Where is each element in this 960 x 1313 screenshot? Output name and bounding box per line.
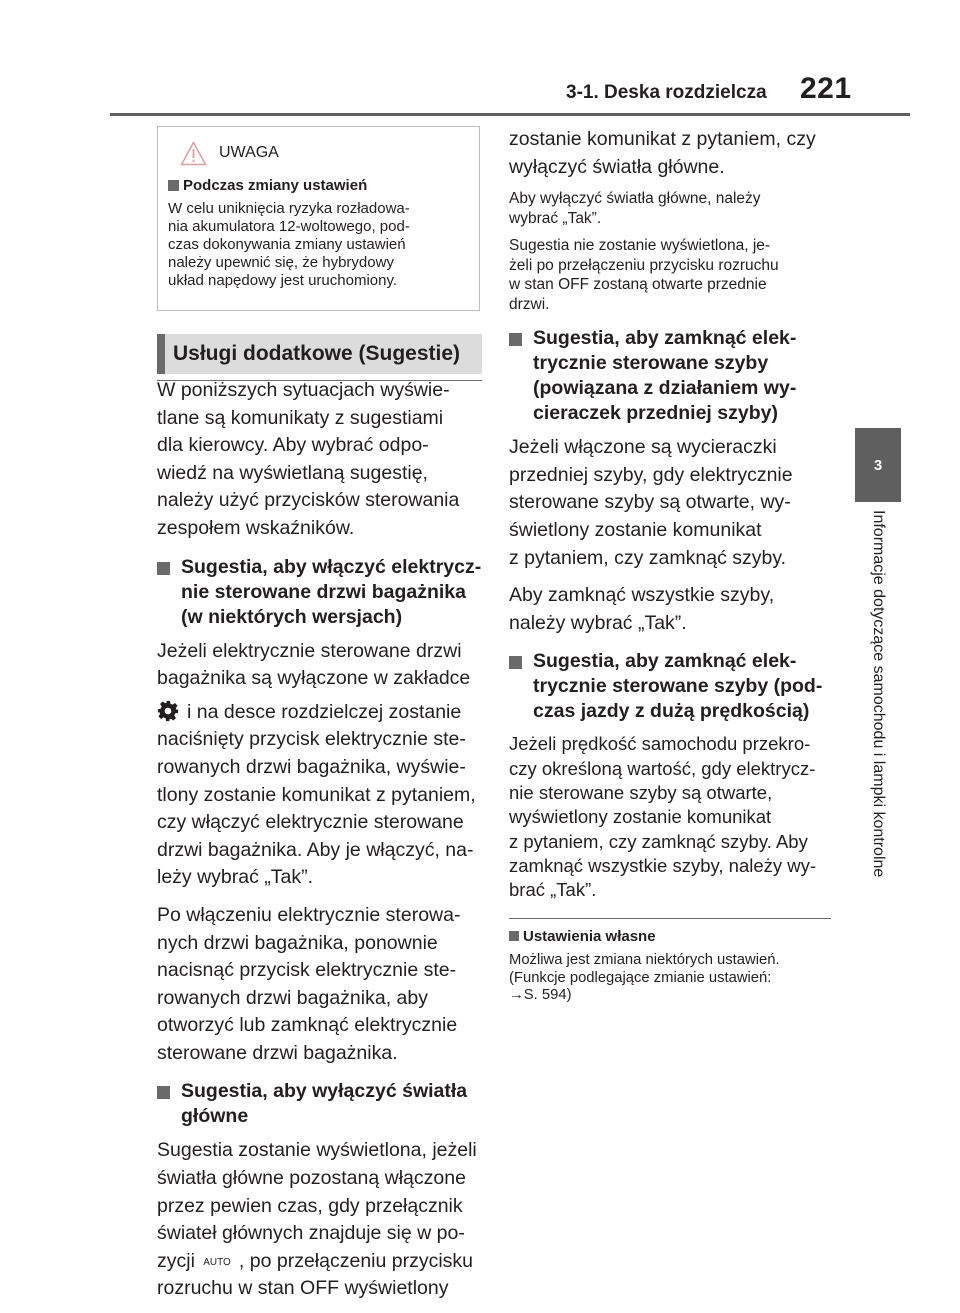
text-line: Ustawienia własne <box>523 928 656 946</box>
warning-body <box>168 200 469 290</box>
text-line: Sugestia, aby zamknąć elek- <box>533 327 797 350</box>
warning-triangle-icon <box>180 141 207 166</box>
suggestion-windows-wipers-heading <box>509 326 831 426</box>
text-line: Jeżeli prędkość samochodu przekro- <box>509 733 811 755</box>
warning-header <box>180 135 469 171</box>
text-line: brać „Tak”. <box>509 879 597 901</box>
text-line: Sugestia, aby włączyć elektrycz- <box>181 555 482 578</box>
text-line: należy użyć przycisków sterowania <box>157 489 460 512</box>
wipers-paragraph-1 <box>509 434 831 572</box>
text-line: Sugestia, aby zamknąć elek- <box>533 650 797 673</box>
text-line: (w niektórych wersjach) <box>181 605 403 628</box>
text-line: zespołem wskaźników. <box>157 516 355 539</box>
text-line: rozruchu w stan OFF wyświetlony <box>157 1277 449 1300</box>
text-line: W poniższych sytuacjach wyświe- <box>157 379 450 401</box>
text-line: nacisnąć przycisk elektrycznie ste- <box>157 959 457 982</box>
chapter-tab: 3 <box>855 428 901 502</box>
bullet-square-icon <box>509 656 522 669</box>
text-line: Jeżeli elektrycznie sterowane drzwi <box>157 639 462 662</box>
chapter-title-vertical: Informacje dotyczące samochodu i lampki kontrolne <box>870 510 887 878</box>
text-line: sterowane drzwi bagażnika. <box>157 1041 398 1064</box>
header-rule <box>110 113 910 116</box>
text-line: Aby zamknąć wszystkie szyby, <box>509 584 775 607</box>
text-line: otworzyć lub zamknąć elektrycznie <box>157 1014 458 1037</box>
text-line: czy włączyć elektrycznie sterowane <box>157 811 464 834</box>
text-line: należy wybrać „Tak”. <box>509 611 687 634</box>
custom-settings-heading <box>509 927 831 946</box>
headlights-paragraph <box>157 1137 482 1303</box>
text-line: układ napędowy jest uruchomiony. <box>168 272 398 289</box>
bullet-square-icon <box>168 180 179 191</box>
gear-icon <box>157 700 179 722</box>
text-line: leży wybrać „Tak”. <box>157 866 314 889</box>
text-line: żeli po przełączeniu przycisku rozruchu <box>509 256 779 274</box>
text-line: zamknąć wszystkie szyby, należy wy- <box>509 854 817 876</box>
headlights-note-2 <box>509 236 831 314</box>
text-line: przedniej szyby, gdy elektrycznie <box>509 463 793 486</box>
text-line: naciśnięty przycisk elektrycznie ste- <box>157 728 466 751</box>
text-line: Sugestia nie zostanie wyświetlona, je- <box>509 237 771 255</box>
text-line: , po przełączeniu przycisku <box>238 1249 474 1272</box>
custom-settings-text <box>509 952 831 1005</box>
text-line: Po włączeniu elektrycznie sterowa- <box>157 903 461 926</box>
text-line: wyłączyć światła główne. <box>509 155 725 178</box>
text-line: drzwi. <box>509 295 550 313</box>
text-line: w stan OFF zostaną otwarte przednie <box>509 276 767 294</box>
text-line: rowanych drzwi bagażnika, wyświe- <box>157 755 466 778</box>
text-line: tlony zostanie komunikat z pytaniem, <box>157 783 476 806</box>
text-line: (powiązana z działaniem wy- <box>533 377 797 400</box>
headlights-continued <box>509 126 831 181</box>
text-line: cieraczek przedniej szyby) <box>533 402 778 425</box>
text-line: drzwi bagażnika. Aby je włączyć, na- <box>157 838 474 861</box>
text-line: czas dokonywania zmiany ustawień <box>168 236 406 253</box>
left-column <box>157 126 482 1300</box>
text-line: tlane są komunikaty z sugestiami <box>157 406 444 429</box>
text-line: i na desce rozdzielczej zostanie <box>187 700 462 723</box>
section-divider <box>509 918 831 919</box>
wipers-paragraph-2 <box>509 582 831 637</box>
text-line: zostanie komunikat z pytaniem, czy <box>509 128 816 150</box>
text-line: główne <box>181 1105 249 1128</box>
suggestion-headlights-heading <box>157 1079 482 1129</box>
text-line: z pytaniem, czy zamknąć szyby. Aby <box>509 830 808 852</box>
trunk-paragraph-2 <box>157 902 482 1068</box>
intro-paragraph <box>157 377 482 543</box>
warning-label: UWAGA <box>219 144 279 161</box>
text-line: Jeżeli włączone są wycieraczki <box>509 436 777 459</box>
text-line: W celu uniknięcia ryzyka rozładowa- <box>168 200 410 217</box>
text-line: z pytaniem, czy zamknąć szyby. <box>509 546 787 569</box>
bullet-square-icon <box>157 562 170 575</box>
svg-text:AUTO: AUTO <box>203 1256 231 1268</box>
services-body <box>157 377 482 1303</box>
text-line: trycznie sterowane szyby (pod- <box>533 675 823 698</box>
trunk-paragraph-1 <box>157 638 482 892</box>
text-line: Sugestia, aby wyłączyć światła <box>181 1080 468 1103</box>
warning-box <box>157 126 480 311</box>
warning-subheading <box>168 177 469 194</box>
text-line: przez pewien czas, gdy przełącznik <box>157 1194 463 1217</box>
text-line: czy określoną wartość, gdy elektrycz- <box>509 757 816 779</box>
text-line: świateł głównych znajduje się w po- <box>157 1222 465 1245</box>
suggestion-windows-speed-heading <box>509 649 831 724</box>
right-column <box>509 126 831 1005</box>
suggestion-trunk-heading <box>157 555 482 630</box>
text-line: Możliwa jest zmiana niektórych ustawień. <box>509 952 780 969</box>
text-line: dla kierowcy. Aby wybrać odpo- <box>157 434 429 457</box>
text-line: →S. 594) <box>509 987 572 1004</box>
text-line: nie sterowane szyby są otwarte, <box>509 781 773 803</box>
text-line: trycznie sterowane szyby <box>533 352 769 375</box>
text-line: sterowane szyby są otwarte, wy- <box>509 491 791 514</box>
text-line: światła główne pozostaną włączone <box>157 1167 466 1190</box>
speed-paragraph <box>509 732 831 902</box>
text-line: bagażnika są wyłączone w zakładce <box>157 667 471 690</box>
bullet-square-icon <box>157 1086 170 1099</box>
text-line: wiedź na wyświetlaną sugestię, <box>157 461 428 484</box>
text-line: wybrać „Tak”. <box>509 209 602 227</box>
section-title: 3-1. Deska rozdzielcza <box>566 82 767 103</box>
page-number: 221 <box>800 72 852 105</box>
text-line: Sugestia zostanie wyświetlona, jeżeli <box>157 1139 477 1162</box>
text-line: zycji <box>157 1249 195 1272</box>
auto-headlight-icon <box>199 1254 235 1268</box>
text-line: świetlony zostanie komunikat <box>509 518 762 541</box>
bullet-square-icon <box>509 333 522 346</box>
headlights-note-1 <box>509 189 831 228</box>
text-line: wyświetlony zostanie komunikat <box>509 806 772 828</box>
text-line: nie sterowane drzwi bagażnika <box>181 580 466 603</box>
warning-subheading-text: Podczas zmiany ustawień <box>183 177 368 194</box>
text-line: nych drzwi bagażnika, ponownie <box>157 931 438 954</box>
text-line: należy upewnić się, że hybrydowy <box>168 254 394 271</box>
text-line: czas jazdy z dużą prędkością) <box>533 700 810 723</box>
bullet-square-icon <box>509 931 519 941</box>
text-line: (Funkcje podlegające zmianie ustawień: <box>509 969 772 986</box>
text-line: nia akumulatora 12-woltowego, pod- <box>168 218 410 235</box>
text-line: rowanych drzwi bagażnika, aby <box>157 986 428 1009</box>
text-line: Aby wyłączyć światła główne, należy <box>509 190 761 208</box>
services-heading: Usługi dodatkowe (Sugestie) <box>157 334 482 374</box>
